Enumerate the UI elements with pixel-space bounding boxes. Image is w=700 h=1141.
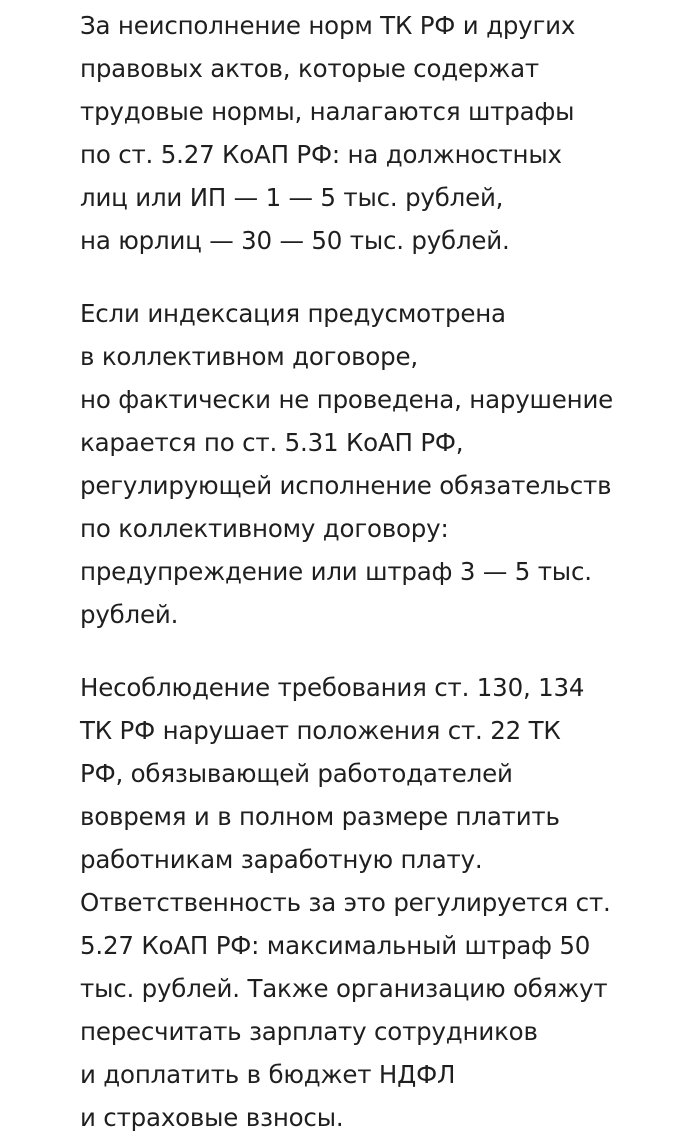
text-line: в коллективном договоре,	[80, 342, 418, 371]
text-line: вовремя и в полном размере платить	[80, 802, 560, 831]
text-line: по ст. 5.27 КоАП РФ: на должностных	[80, 140, 562, 169]
text-line: ТК РФ нарушает положения ст. 22 ТК	[80, 716, 561, 745]
text-line: тыс. рублей. Также организацию обяжут	[80, 974, 608, 1003]
text-line: на юрлиц — 30 — 50 тыс. рублей.	[80, 226, 510, 255]
text-line: регулирующей исполнение обязательств	[80, 471, 612, 500]
text-line: За неисполнение норм ТК РФ и других	[80, 11, 576, 40]
text-line: трудовые нормы, налагаются штрафы	[80, 97, 575, 126]
text-line: Несоблюдение требования ст. 130, 134	[80, 673, 585, 702]
paragraph-indexation-collective-agreement	[80, 292, 680, 636]
text-line: работникам заработную плату.	[80, 845, 483, 874]
text-line: карается по ст. 5.31 КоАП РФ,	[80, 428, 464, 457]
text-line: пересчитать зарплату сотрудников	[80, 1017, 538, 1046]
text-line: предупреждение или штраф 3 — 5 тыс.	[80, 557, 592, 586]
text-line: правовых актов, которые содержат	[80, 54, 539, 83]
text-line: Если индексация предусмотрена	[80, 299, 506, 328]
text-line: Ответственность за это регулируется ст.	[80, 888, 611, 917]
article-text	[80, 0, 680, 1139]
text-line: лиц или ИП — 1 — 5 тыс. рублей,	[80, 183, 504, 212]
text-line: и страховые взносы.	[80, 1103, 344, 1132]
text-line: 5.27 КоАП РФ: максимальный штраф 50	[80, 931, 591, 960]
text-line: но фактически не проведена, нарушение	[80, 385, 614, 414]
text-line: рублей.	[80, 600, 179, 629]
text-line: и доплатить в бюджет НДФЛ	[80, 1060, 456, 1089]
text-line: РФ, обязывающей работодателей	[80, 759, 513, 788]
paragraph-salary-payment-violation	[80, 666, 680, 1139]
paragraph-fines-labor-code	[80, 4, 680, 262]
text-line: по коллективному договору:	[80, 514, 449, 543]
